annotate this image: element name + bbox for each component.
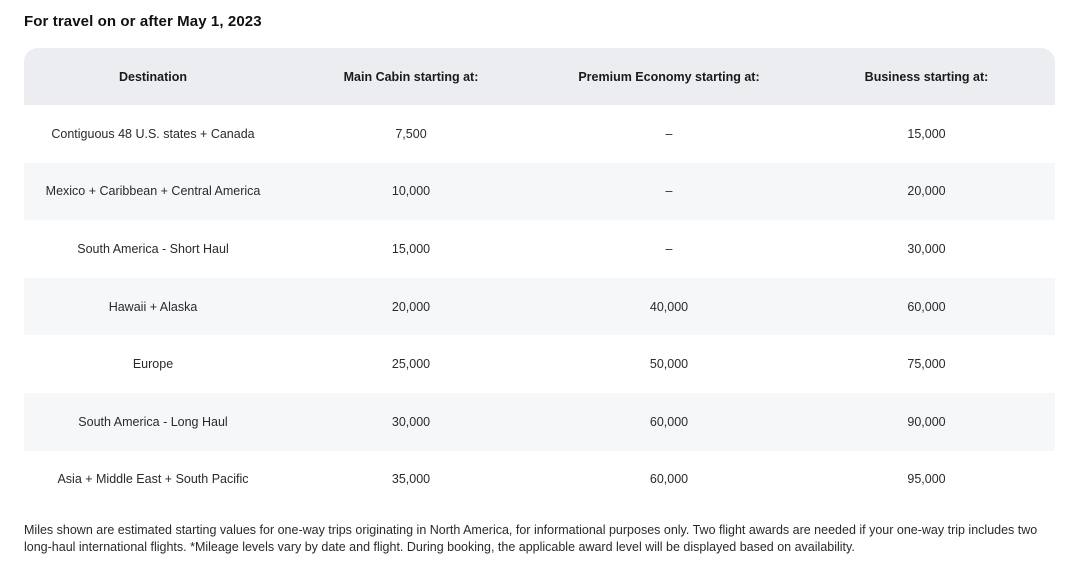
main-cabin-cell: 10,000 <box>282 163 540 221</box>
business-cell: 90,000 <box>798 393 1055 451</box>
footnote-line-1: Miles shown are estimated starting values for one-way trips originating in North America, for informational purposes only. Two flight awards are needed if your one-way trip includes two <box>24 523 1038 537</box>
premium-economy-cell: 60,000 <box>649 472 689 487</box>
header-business: Business starting at: <box>798 48 1055 105</box>
table-row <box>24 105 1055 163</box>
destination-cell: Asia + Middle East + South Pacific <box>57 472 249 487</box>
table-row <box>24 335 1055 393</box>
premium-economy-cell: 40,000 <box>540 278 798 336</box>
premium-economy-cell: 60,000 <box>540 393 798 451</box>
main-cabin-cell: 15,000 <box>391 241 431 256</box>
business-cell: 60,000 <box>798 278 1055 336</box>
premium-economy-cell: – <box>540 163 798 221</box>
premium-economy-cell: – <box>665 126 673 141</box>
header-main-cabin: Main Cabin starting at: <box>282 48 540 105</box>
header-destination: Destination <box>24 48 282 105</box>
award-chart-table <box>24 48 1055 508</box>
table-row <box>24 220 1055 278</box>
main-cabin-cell: 35,000 <box>391 472 431 487</box>
table-row <box>24 451 1055 509</box>
table-row <box>24 278 1055 336</box>
business-cell: 75,000 <box>907 357 946 372</box>
main-cabin-cell: 20,000 <box>282 278 540 336</box>
footnote-line-2: long-haul international flights. *Mileage levels vary by date and flight. During booking, the applicable award level will be displayed based on availability. <box>24 540 855 554</box>
destination-cell: Europe <box>132 357 174 372</box>
main-cabin-cell: 25,000 <box>391 357 431 372</box>
destination-cell: Contiguous 48 U.S. states + Canada <box>51 126 255 141</box>
business-cell: 30,000 <box>907 241 946 256</box>
premium-economy-cell: – <box>665 241 673 256</box>
business-cell: 20,000 <box>798 163 1055 221</box>
destination-cell: Hawaii + Alaska <box>24 278 282 336</box>
destination-cell: Mexico + Caribbean + Central America <box>24 163 282 221</box>
header-premium-economy: Premium Economy starting at: <box>540 48 798 105</box>
main-cabin-cell: 7,500 <box>395 126 427 141</box>
destination-cell: South America - Short Haul <box>77 241 229 256</box>
table-body <box>24 105 1055 508</box>
business-cell: 15,000 <box>907 126 946 141</box>
disclaimer-footnote <box>24 522 1054 556</box>
premium-economy-cell: 50,000 <box>649 357 689 372</box>
header-row <box>24 48 1055 105</box>
table-row <box>24 393 1055 451</box>
destination-cell: South America - Long Haul <box>24 393 282 451</box>
page-title: For travel on or after May 1, 2023 <box>24 13 262 30</box>
table-row <box>24 163 1055 221</box>
main-cabin-cell: 30,000 <box>282 393 540 451</box>
business-cell: 95,000 <box>907 472 946 487</box>
table-header <box>24 48 1055 105</box>
